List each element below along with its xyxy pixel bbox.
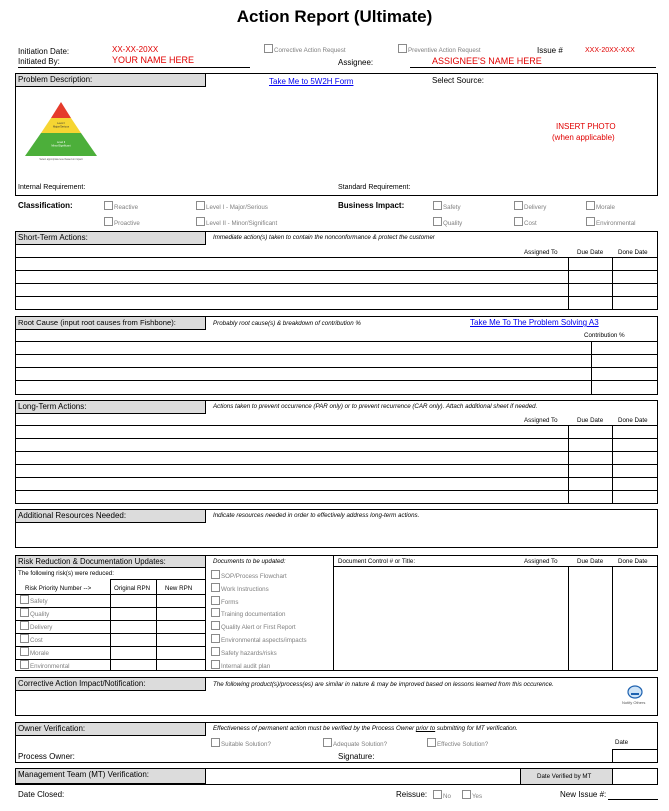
risk-done-date: Done Date xyxy=(618,558,648,565)
insert-photo-label: INSERT PHOTO xyxy=(556,122,616,131)
pyramid-level2-sub-text: Minor/Significant xyxy=(51,144,71,148)
insert-photo-note: (when applicable) xyxy=(552,133,615,142)
short-term-done-date: Done Date xyxy=(618,249,648,256)
issue-label: Issue # xyxy=(537,46,563,55)
doc-quality-alert-checkbox[interactable]: Quality Alert or First Report xyxy=(211,621,296,632)
risk-reduced-note: The following risk(s) were reduced: xyxy=(18,570,114,577)
risk-quality-checkbox[interactable]: Quality xyxy=(20,608,49,619)
doc-internal-audit-checkbox[interactable]: Internal audit plan xyxy=(211,660,270,671)
risk-cost-checkbox[interactable]: Cost xyxy=(20,634,43,645)
pyramid-level1-sub-text: Major/Serious xyxy=(52,125,70,129)
reissue-label: Reissue: xyxy=(396,790,428,799)
corrective-action-checkbox[interactable]: Corrective Action Request xyxy=(264,44,346,55)
short-term-due-date: Due Date xyxy=(577,249,604,256)
doc-environmental-checkbox[interactable]: Environmental aspects/impacts xyxy=(211,634,307,645)
doc-training-checkbox[interactable]: Training documentation xyxy=(211,608,285,619)
preventive-action-checkbox[interactable]: Preventive Action Request xyxy=(398,44,481,55)
risk-delivery-checkbox[interactable]: Delivery xyxy=(20,621,52,632)
initiation-date-value[interactable]: XX-XX-20XX xyxy=(112,45,159,54)
pyramid-level2-text: Level II xyxy=(56,141,66,144)
problem-description-label: Problem Description: xyxy=(16,74,206,87)
notify-others-icon[interactable] xyxy=(627,685,643,699)
contribution-label: Contribution % xyxy=(584,332,625,339)
new-rpn-header: New RPN xyxy=(165,585,193,592)
impact-note: The following product(s)/process(es) are similar in nature & may be improved based on lessons learned from this occurence. xyxy=(213,681,554,688)
risk-morale-checkbox[interactable]: Morale xyxy=(20,647,49,658)
doc-sop-checkbox[interactable]: SOP/Process Flowchart xyxy=(211,570,287,581)
date-closed-label: Date Closed: xyxy=(18,790,65,799)
impact-quality-checkbox[interactable]: Quality xyxy=(433,217,462,228)
impact-cost-checkbox[interactable]: Cost xyxy=(514,217,537,228)
original-rpn-header: Original RPN xyxy=(114,585,151,592)
initiated-by-label: Initiated By: xyxy=(18,57,60,66)
documents-label: Documents to be updated: xyxy=(213,558,286,565)
long-term-note: Actions taken to prevent occurrence (PAR only) or to prevent recurrence (CAR only). Attach additional sheet if needed. xyxy=(213,403,538,410)
long-term-done-date: Done Date xyxy=(618,417,648,424)
initiation-date-label: Initiation Date: xyxy=(18,47,70,56)
pyramid-level1-text: Level I xyxy=(57,122,65,125)
impact-morale-checkbox[interactable]: Morale xyxy=(586,201,615,212)
root-cause-label: Root Cause (input root causes from Fishbone): xyxy=(16,317,206,330)
reissue-yes-checkbox[interactable]: Yes xyxy=(462,790,482,801)
owner-verification-label: Owner Verification: xyxy=(16,723,206,736)
assignee-value[interactable]: ASSIGNEE'S NAME HERE xyxy=(432,56,542,66)
short-term-assigned-to: Assigned To xyxy=(524,249,558,256)
level2-checkbox[interactable]: Level II - Minor/Significant xyxy=(196,217,277,228)
additional-resources-note: Indicate resources needed in order to effectively address long-term actions. xyxy=(213,512,420,519)
impact-safety-checkbox[interactable]: Safety xyxy=(433,201,461,212)
rpn-label: Risk Priority Number --> xyxy=(25,585,92,592)
issue-value[interactable]: XXX-20XX-XXX xyxy=(585,47,635,54)
standard-requirement-label: Standard Requirement: xyxy=(338,184,411,191)
short-term-actions-label: Short-Term Actions: xyxy=(16,232,206,245)
doc-safety-hazards-checkbox[interactable]: Safety hazards/risks xyxy=(211,647,277,658)
severity-pyramid-image xyxy=(22,100,100,162)
internal-requirement-label: Internal Requirement: xyxy=(18,184,86,191)
short-term-note: Immediate action(s) taken to contain the nonconformance & protect the customer xyxy=(213,234,435,241)
long-term-actions-box xyxy=(15,400,658,504)
date-verified-mt-label: Date Verified by MT xyxy=(537,773,592,780)
mt-verification-label: Management Team (MT) Verification: xyxy=(16,769,206,784)
initiated-by-value[interactable]: YOUR NAME HERE xyxy=(112,55,195,65)
effective-solution-checkbox[interactable]: Effective Solution? xyxy=(427,738,488,749)
risk-safety-checkbox[interactable]: Safety xyxy=(20,595,48,606)
owner-date-label: Date xyxy=(615,739,629,746)
assignee-label: Assignee: xyxy=(338,58,374,67)
impact-label: Corrective Action Impact/Notification: xyxy=(16,678,206,691)
new-issue-label: New Issue #: xyxy=(560,790,607,799)
impact-environmental-checkbox[interactable]: Environmental xyxy=(586,217,636,228)
process-owner-label: Process Owner: xyxy=(18,752,75,761)
reactive-checkbox[interactable]: Reactive xyxy=(104,201,138,212)
adequate-solution-checkbox[interactable]: Adequate Solution? xyxy=(323,738,387,749)
risk-reduction-label: Risk Reduction & Documentation Updates: xyxy=(16,556,206,568)
owner-note: Effectiveness of permanent action must be verified by the Process Owner prior to submitting for MT verification. xyxy=(213,725,518,732)
risk-assigned-to: Assigned To xyxy=(524,558,558,565)
classification-label: Classification: xyxy=(18,201,73,210)
risk-due-date: Due Date xyxy=(577,558,604,565)
additional-resources-label: Additional Resources Needed: xyxy=(16,510,206,523)
doc-forms-checkbox[interactable]: Forms xyxy=(211,596,239,607)
long-term-actions-label: Long-Term Actions: xyxy=(16,401,206,414)
impact-delivery-checkbox[interactable]: Delivery xyxy=(514,201,546,212)
level1-checkbox[interactable]: Level I - Major/Serious xyxy=(196,201,268,212)
page-title: Action Report (Ultimate) xyxy=(236,7,433,26)
business-impact-label: Business Impact: xyxy=(338,201,405,210)
risk-environmental-checkbox[interactable]: Environmental xyxy=(20,660,70,671)
pyramid-caption-text: Select appropriate level based on impact xyxy=(39,158,83,161)
select-source-label: Select Source: xyxy=(432,76,485,85)
signature-label: Signature: xyxy=(338,752,375,761)
long-term-due-date: Due Date xyxy=(577,417,604,424)
5w2h-link[interactable]: Take Me to 5W2H Form xyxy=(269,77,354,86)
problem-solving-a3-link[interactable]: Take Me To The Problem Solving A3 xyxy=(470,318,599,327)
doc-work-instructions-checkbox[interactable]: Work Instructions xyxy=(211,583,269,594)
notify-others-label: Notify Others xyxy=(622,700,646,705)
proactive-checkbox[interactable]: Proactive xyxy=(104,217,140,228)
long-term-assigned-to: Assigned To xyxy=(524,417,558,424)
suitable-solution-checkbox[interactable]: Suitable Solution? xyxy=(211,738,271,749)
document-control-label: Document Control # or Title: xyxy=(338,558,416,565)
reissue-no-checkbox[interactable]: No xyxy=(433,790,451,801)
root-cause-note: Probably root cause(s) & breakdown of contribution % xyxy=(213,320,361,327)
